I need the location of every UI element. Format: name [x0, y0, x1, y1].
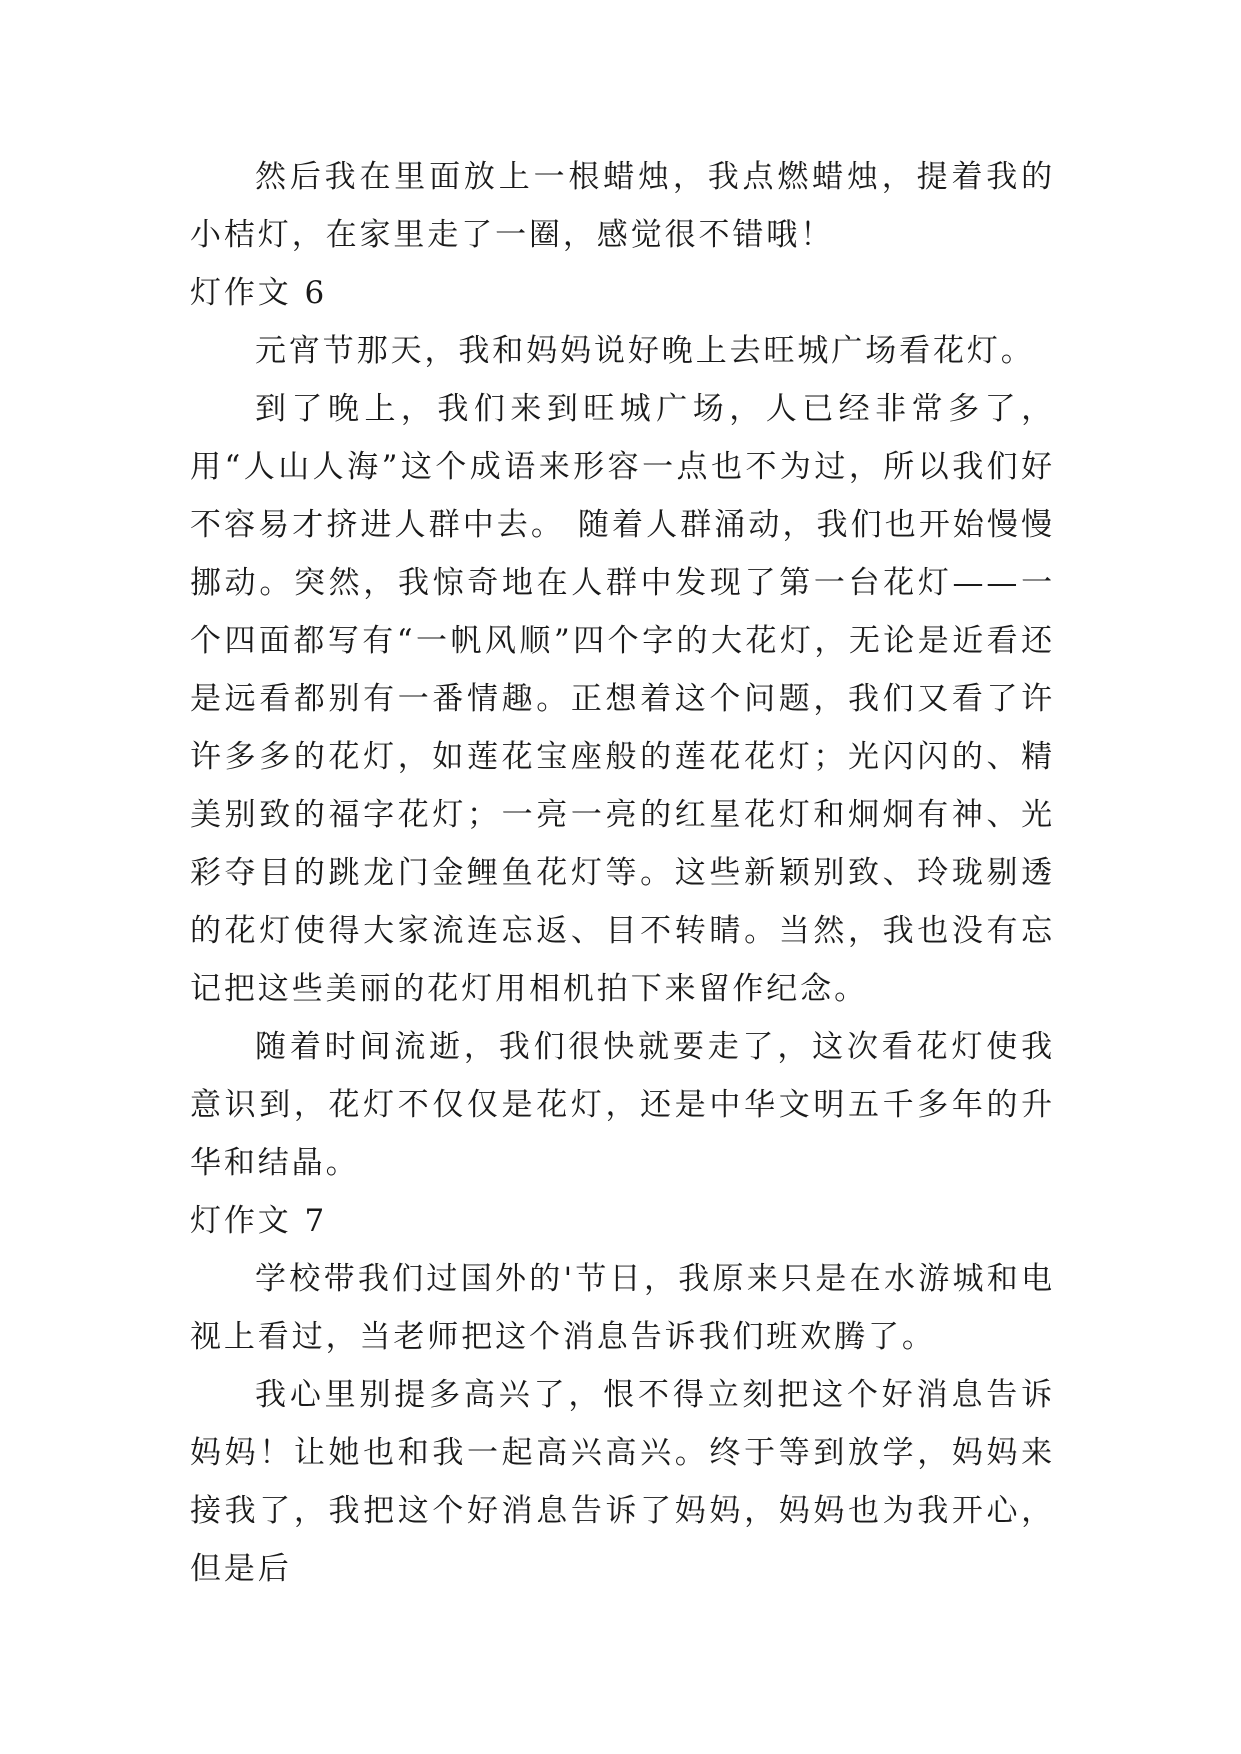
document-page: [190, 148, 1055, 1598]
paragraph: 元宵节那天，我和妈妈说好晚上去旺城广场看花灯。: [255, 333, 1035, 369]
paragraph: 到了晚上，我们来到旺城广场，人已经非常多了，用“人山人海”这个成语来形容一点也不为过，所以我们好不容易才挤进人群中去。 随着人群涌动，我们也开始慢慢挪动。突然，我惊奇地在人群中发现了第一台花灯——一个四面都写有“一帆风顺”四个字的大花灯，无论是近看还是远看都别有一番情趣。正想着这个问题，我们又看了许许多多的花灯，如莲花宝座般的莲花花灯；光闪闪的、精美别致的福字花灯；一亮一亮的红星花灯和炯炯有神、光彩夺目的跳龙门金鲤鱼花灯等。这些新颖别致、玲珑剔透的花灯使得大家流连忘返、目不转睛。当然，我也没有忘记把这些美丽的花灯用相机拍下来留作纪念。: [190, 391, 1055, 1007]
paragraph: 随着时间流逝，我们很快就要走了，这次看花灯使我意识到，花灯不仅仅是花灯，还是中华文明五千多年的升华和结晶。: [190, 1029, 1055, 1181]
paragraph: 我心里别提多高兴了，恨不得立刻把这个好消息告诉妈妈！让她也和我一起高兴高兴。终于等到放学，妈妈来接我了，我把这个好消息告诉了妈妈，妈妈也为我开心，但是后: [190, 1377, 1055, 1587]
section-heading: 灯作文 6: [190, 275, 328, 311]
section-heading: 灯作文 7: [190, 1203, 328, 1239]
paragraph: 学校带我们过国外的'节日，我原来只是在水游城和电视上看过，当老师把这个消息告诉我们班欢腾了。: [190, 1261, 1055, 1355]
paragraph: 然后我在里面放上一根蜡烛，我点燃蜡烛，提着我的小桔灯，在家里走了一圈，感觉很不错哦！: [190, 159, 1055, 253]
